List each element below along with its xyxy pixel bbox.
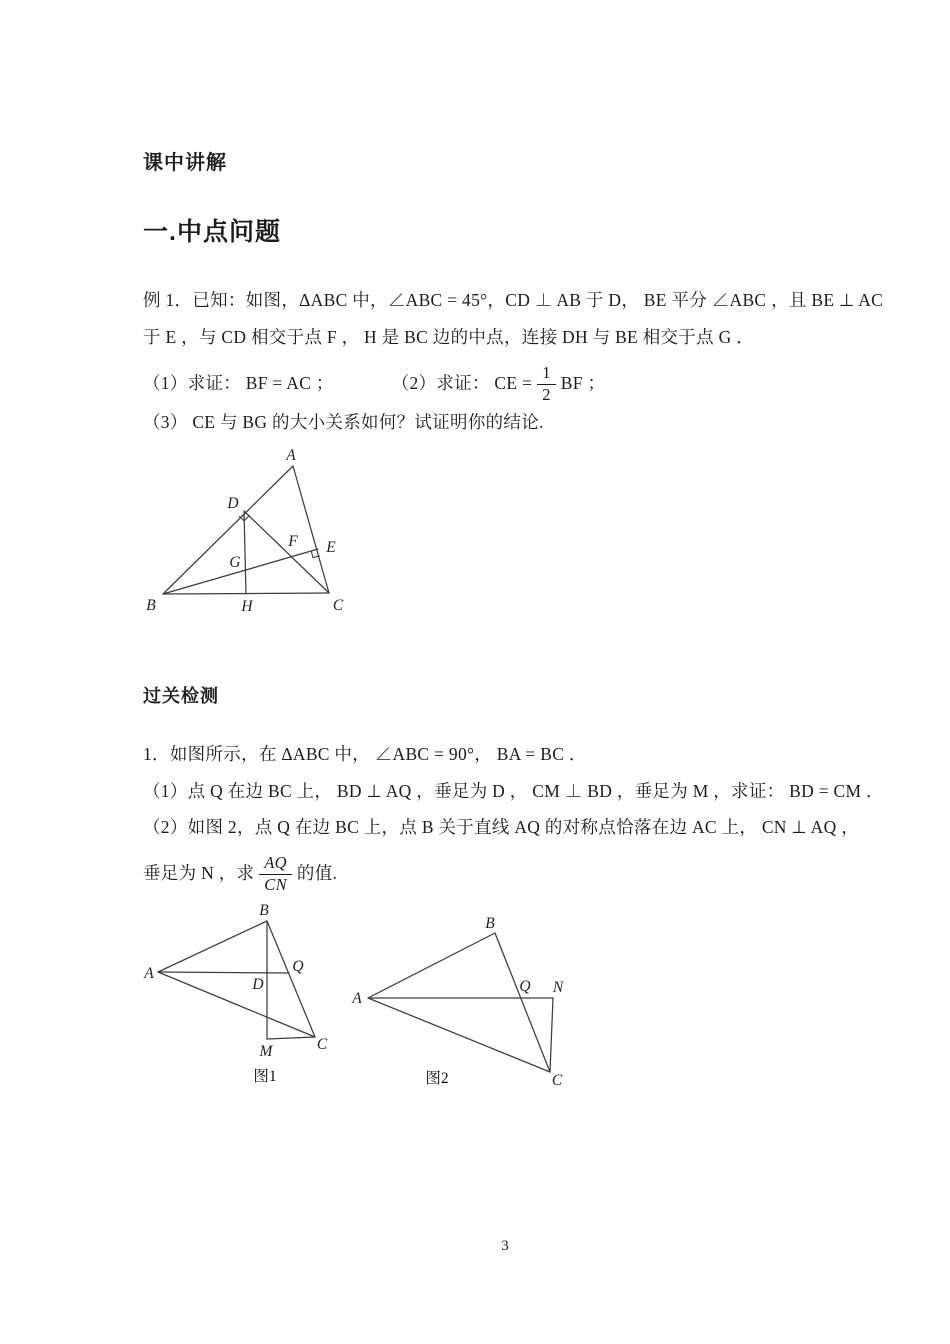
problem1-line2: （1）点 Q 在边 BC 上， BD ⊥ AQ ，垂足为 D ， CM ⊥ BD ，垂足为 M ，求证： BD = CM ．: [143, 781, 884, 801]
fraction-numerator: AQ: [259, 854, 292, 875]
example1-q1: （1）求证： BF = AC ；: [143, 373, 334, 394]
example1-q3: （3） CE 与 BG 的大小关系如何？试证明你的结论.: [143, 412, 544, 432]
point-label-g: G: [229, 554, 241, 571]
example1-line2: 于 E ，与 CD 相交于点 F ， H 是 BC 边的中点，连接 DH 与 BE 相交于点 G ．: [143, 327, 754, 347]
point-label-f: F: [288, 533, 298, 550]
example1-q2-prefix: （2）求证： CE =: [391, 373, 533, 394]
fraction-aq-cn: [259, 854, 292, 895]
point-label-c: C: [316, 1036, 328, 1053]
figure-1: [140, 900, 340, 1092]
point-label-c: C: [332, 597, 344, 614]
point-label-b: B: [259, 902, 269, 919]
line-aq: [158, 972, 289, 973]
point-label-b: B: [146, 597, 156, 614]
problem1-line4-suffix: 的值.: [296, 863, 338, 884]
point-label-h: H: [241, 598, 253, 615]
line-ac: [158, 972, 315, 1037]
example1-line1: 例 1．已知：如图，ΔABC 中，∠ABC = 45°，CD ⊥ AB 于 D， BE 平分 ∠ABC ，且 BE ⊥ AC: [143, 290, 884, 310]
line-nc: [550, 998, 553, 1072]
figure-example1-triangle: [130, 440, 360, 625]
point-label-d: D: [252, 976, 264, 993]
problem1-line4: [143, 850, 337, 898]
line-dh: [244, 511, 246, 594]
figure-1-caption: 图1: [253, 1068, 277, 1085]
line-cd: [244, 511, 329, 593]
point-label-d: D: [227, 495, 239, 512]
line-ab: [158, 921, 267, 972]
example1-q2-suffix: BF ；: [560, 373, 606, 394]
fraction-numerator: 1: [537, 364, 556, 385]
fraction-denominator: 2: [542, 384, 551, 404]
problem1-line4-prefix: 垂足为 N ，求: [143, 863, 255, 884]
heading-section-midpoint: 一.中点问题: [143, 218, 281, 246]
point-label-a: A: [352, 990, 362, 1007]
point-label-b: B: [485, 915, 495, 932]
line-ca: [293, 466, 329, 593]
point-label-q: Q: [519, 978, 531, 995]
point-label-c: C: [551, 1072, 563, 1089]
problem1-line1: 1．如图所示，在 ΔABC 中， ∠ABC = 90°， BA = BC ．: [143, 744, 587, 764]
line-ac: [368, 998, 550, 1072]
line-ab: [368, 933, 495, 998]
page-number: 3: [501, 1238, 509, 1254]
point-label-a: A: [144, 965, 154, 982]
figure-2-caption: 图2: [425, 1070, 449, 1087]
point-label-e: E: [326, 539, 336, 556]
fraction-denominator: CN: [264, 874, 287, 894]
line-mc: [267, 1037, 315, 1039]
point-label-m: M: [259, 1043, 273, 1060]
line-bc: [495, 933, 550, 1072]
point-label-q: Q: [292, 958, 304, 975]
figure-2: [345, 905, 575, 1095]
heading-lecture: 课中讲解: [143, 152, 227, 174]
heading-checkpoint: 过关检测: [143, 686, 219, 706]
example1-questions-1-2: [143, 360, 605, 408]
fraction-one-half: [537, 364, 556, 405]
point-label-n: N: [552, 979, 564, 996]
problem1-line3: （2）如图 2，点 Q 在边 BC 上，点 B 关于直线 AQ 的对称点恰落在边 AC 上， CN ⊥ AQ ，: [143, 817, 860, 837]
point-label-a: A: [286, 447, 296, 464]
